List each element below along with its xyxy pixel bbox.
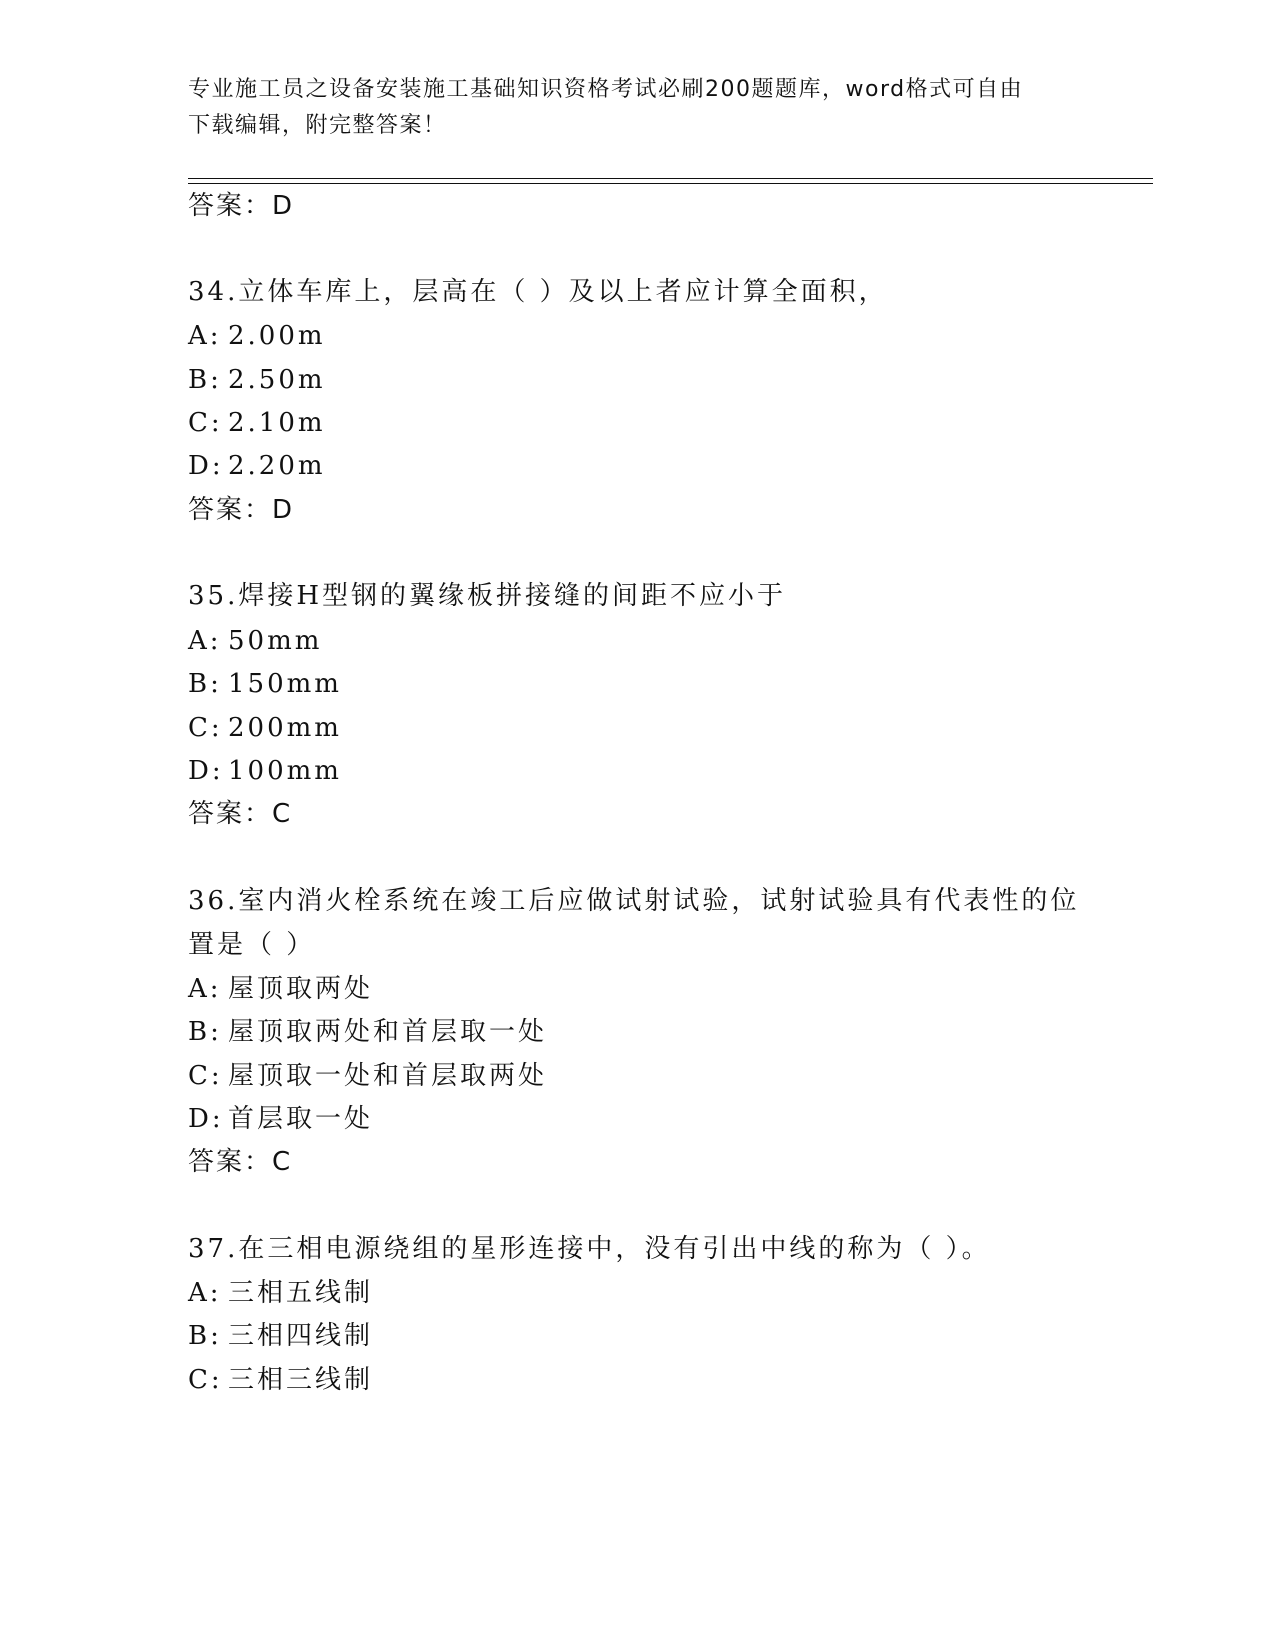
question-36-stem: 36.室内消火栓系统在竣工后应做试射试验，试射试验具有代表性的位 xyxy=(188,886,1080,916)
question-34-option-b xyxy=(188,364,326,396)
option-letter: C: xyxy=(188,713,223,743)
question-34-stem: 34.立体车库上，层高在（ ）及以上者应计算全面积， xyxy=(188,277,888,307)
option-text: 50mm xyxy=(228,626,323,656)
option-letter: A: xyxy=(188,626,222,656)
question-36-option-d xyxy=(188,1103,373,1135)
option-text: 2.20m xyxy=(228,451,326,481)
header-line-1: 专业施工员之设备安装施工基础知识资格考试必刷200题题库，word格式可自由 xyxy=(188,77,1024,102)
question-37-option-a xyxy=(188,1277,373,1309)
question-36-option-b xyxy=(188,1016,547,1048)
option-letter: A: xyxy=(188,1278,222,1308)
option-letter: D: xyxy=(188,1104,224,1134)
question-37-option-c xyxy=(188,1364,373,1396)
question-35-answer: 答案：C xyxy=(188,799,293,829)
question-35-option-b xyxy=(188,668,342,700)
option-text: 200mm xyxy=(228,713,342,743)
question-37-option-b xyxy=(188,1320,373,1352)
option-letter: B: xyxy=(188,365,222,395)
header-divider-top xyxy=(188,178,1153,179)
option-letter: B: xyxy=(188,1321,222,1351)
question-35-stem: 35.焊接H型钢的翼缘板拼接缝的间距不应小于 xyxy=(188,581,787,611)
question-34-option-c xyxy=(188,407,326,439)
option-text: 150mm xyxy=(228,669,342,699)
option-letter: C: xyxy=(188,1061,223,1091)
question-35-option-c xyxy=(188,712,342,744)
question-37-stem: 37.在三相电源绕组的星形连接中，没有引出中线的称为（ ）。 xyxy=(188,1234,991,1264)
question-36-answer: 答案：C xyxy=(188,1147,293,1177)
option-letter: A: xyxy=(188,321,222,351)
option-letter: C: xyxy=(188,408,223,438)
question-36-option-a xyxy=(188,973,373,1005)
option-letter: D: xyxy=(188,451,224,481)
option-letter: A: xyxy=(188,974,222,1004)
question-35-option-a xyxy=(188,625,322,657)
option-letter: B: xyxy=(188,669,222,699)
question-36-stem-continued: 置是（ ） xyxy=(188,930,316,960)
previous-answer: 答案：D xyxy=(188,191,295,221)
option-text: 屋顶取两处和首层取一处 xyxy=(228,1017,548,1047)
header-line-2: 下载编辑，附完整答案！ xyxy=(188,113,447,138)
option-text: 屋顶取两处 xyxy=(228,974,374,1004)
question-36-option-c xyxy=(188,1060,547,1092)
option-text: 100mm xyxy=(228,756,342,786)
question-34-option-a xyxy=(188,320,326,352)
option-text: 2.10m xyxy=(228,408,326,438)
option-text: 三相三线制 xyxy=(228,1365,374,1395)
question-34-option-d xyxy=(188,450,326,482)
option-text: 2.00m xyxy=(228,321,326,351)
document-header xyxy=(188,72,1068,144)
option-letter: B: xyxy=(188,1017,222,1047)
header-divider-bottom xyxy=(188,183,1153,184)
option-text: 屋顶取一处和首层取两处 xyxy=(228,1061,548,1091)
option-text: 2.50m xyxy=(228,365,326,395)
option-text: 首层取一处 xyxy=(228,1104,374,1134)
question-35-option-d xyxy=(188,755,342,787)
option-letter: C: xyxy=(188,1365,223,1395)
option-text: 三相五线制 xyxy=(228,1278,374,1308)
option-text: 三相四线制 xyxy=(228,1321,374,1351)
option-letter: D: xyxy=(188,756,224,786)
question-34-answer: 答案：D xyxy=(188,495,295,525)
